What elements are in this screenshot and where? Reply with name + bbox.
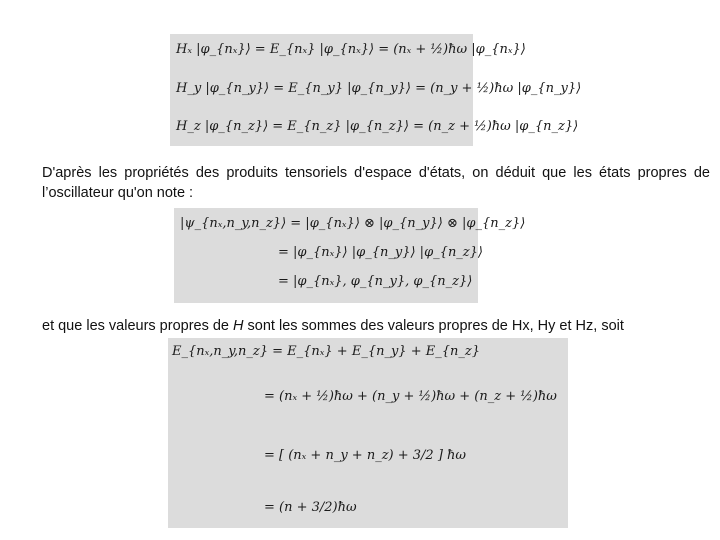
symbol-h: H [233, 318, 244, 334]
equation-box-eigenstates [174, 208, 526, 303]
paragraph-tensor-product: D'après les propriétés des produits tensoriels d'espace d'états, on déduit que les états propres de l’oscillateur qu'on note : [42, 165, 710, 201]
equation-psi-ket: = |φ_{nₓ}, φ_{n_y}, φ_{n_z}⟩ [278, 274, 473, 289]
paragraph-eigenvalues [42, 316, 710, 336]
equation-psi-tensor: |ψ_{nₓ,n_y,n_z}⟩ = |φ_{nₓ}⟩ ⊗ |φ_{n_y}⟩ ⊗ |φ_{n_z}⟩ [180, 216, 526, 231]
paragraph-eigenvalues-after: sont les sommes des valeurs propres de Hx, Hy et Hz, soit [243, 318, 624, 334]
paragraph-eigenvalues-before: et que les valeurs propres de [42, 318, 234, 334]
equation-box-energy [168, 338, 568, 528]
equation-box-1d-hamiltonians [170, 34, 582, 146]
equation-psi-product: = |φ_{nₓ}⟩ |φ_{n_y}⟩ |φ_{n_z}⟩ [278, 245, 484, 260]
equation-hy: H_y |φ_{n_y}⟩ = E_{n_y} |φ_{n_y}⟩ = (n_y + ½)ħω |φ_{n_y}⟩ [176, 81, 582, 96]
equation-energy-final: = (n + 3/2)ħω [264, 500, 357, 515]
equation-hz: H_z |φ_{n_z}⟩ = E_{n_z} |φ_{n_z}⟩ = (n_z + ½)ħω |φ_{n_z}⟩ [176, 119, 579, 134]
equation-energy-expanded: = (nₓ + ½)ħω + (n_y + ½)ħω + (n_z + ½)ħω [264, 389, 557, 404]
equation-energy-grouped: = [ (nₓ + n_y + n_z) + 3/2 ] ħω [264, 448, 467, 463]
equation-energy-sum: E_{nₓ,n_y,n_z} = E_{nₓ} + E_{n_y} + E_{n_z} [172, 344, 480, 359]
equation-hx: Hₓ |φ_{nₓ}⟩ = E_{nₓ} |φ_{nₓ}⟩ = (nₓ + ½)ħω |φ_{nₓ}⟩ [176, 42, 526, 57]
